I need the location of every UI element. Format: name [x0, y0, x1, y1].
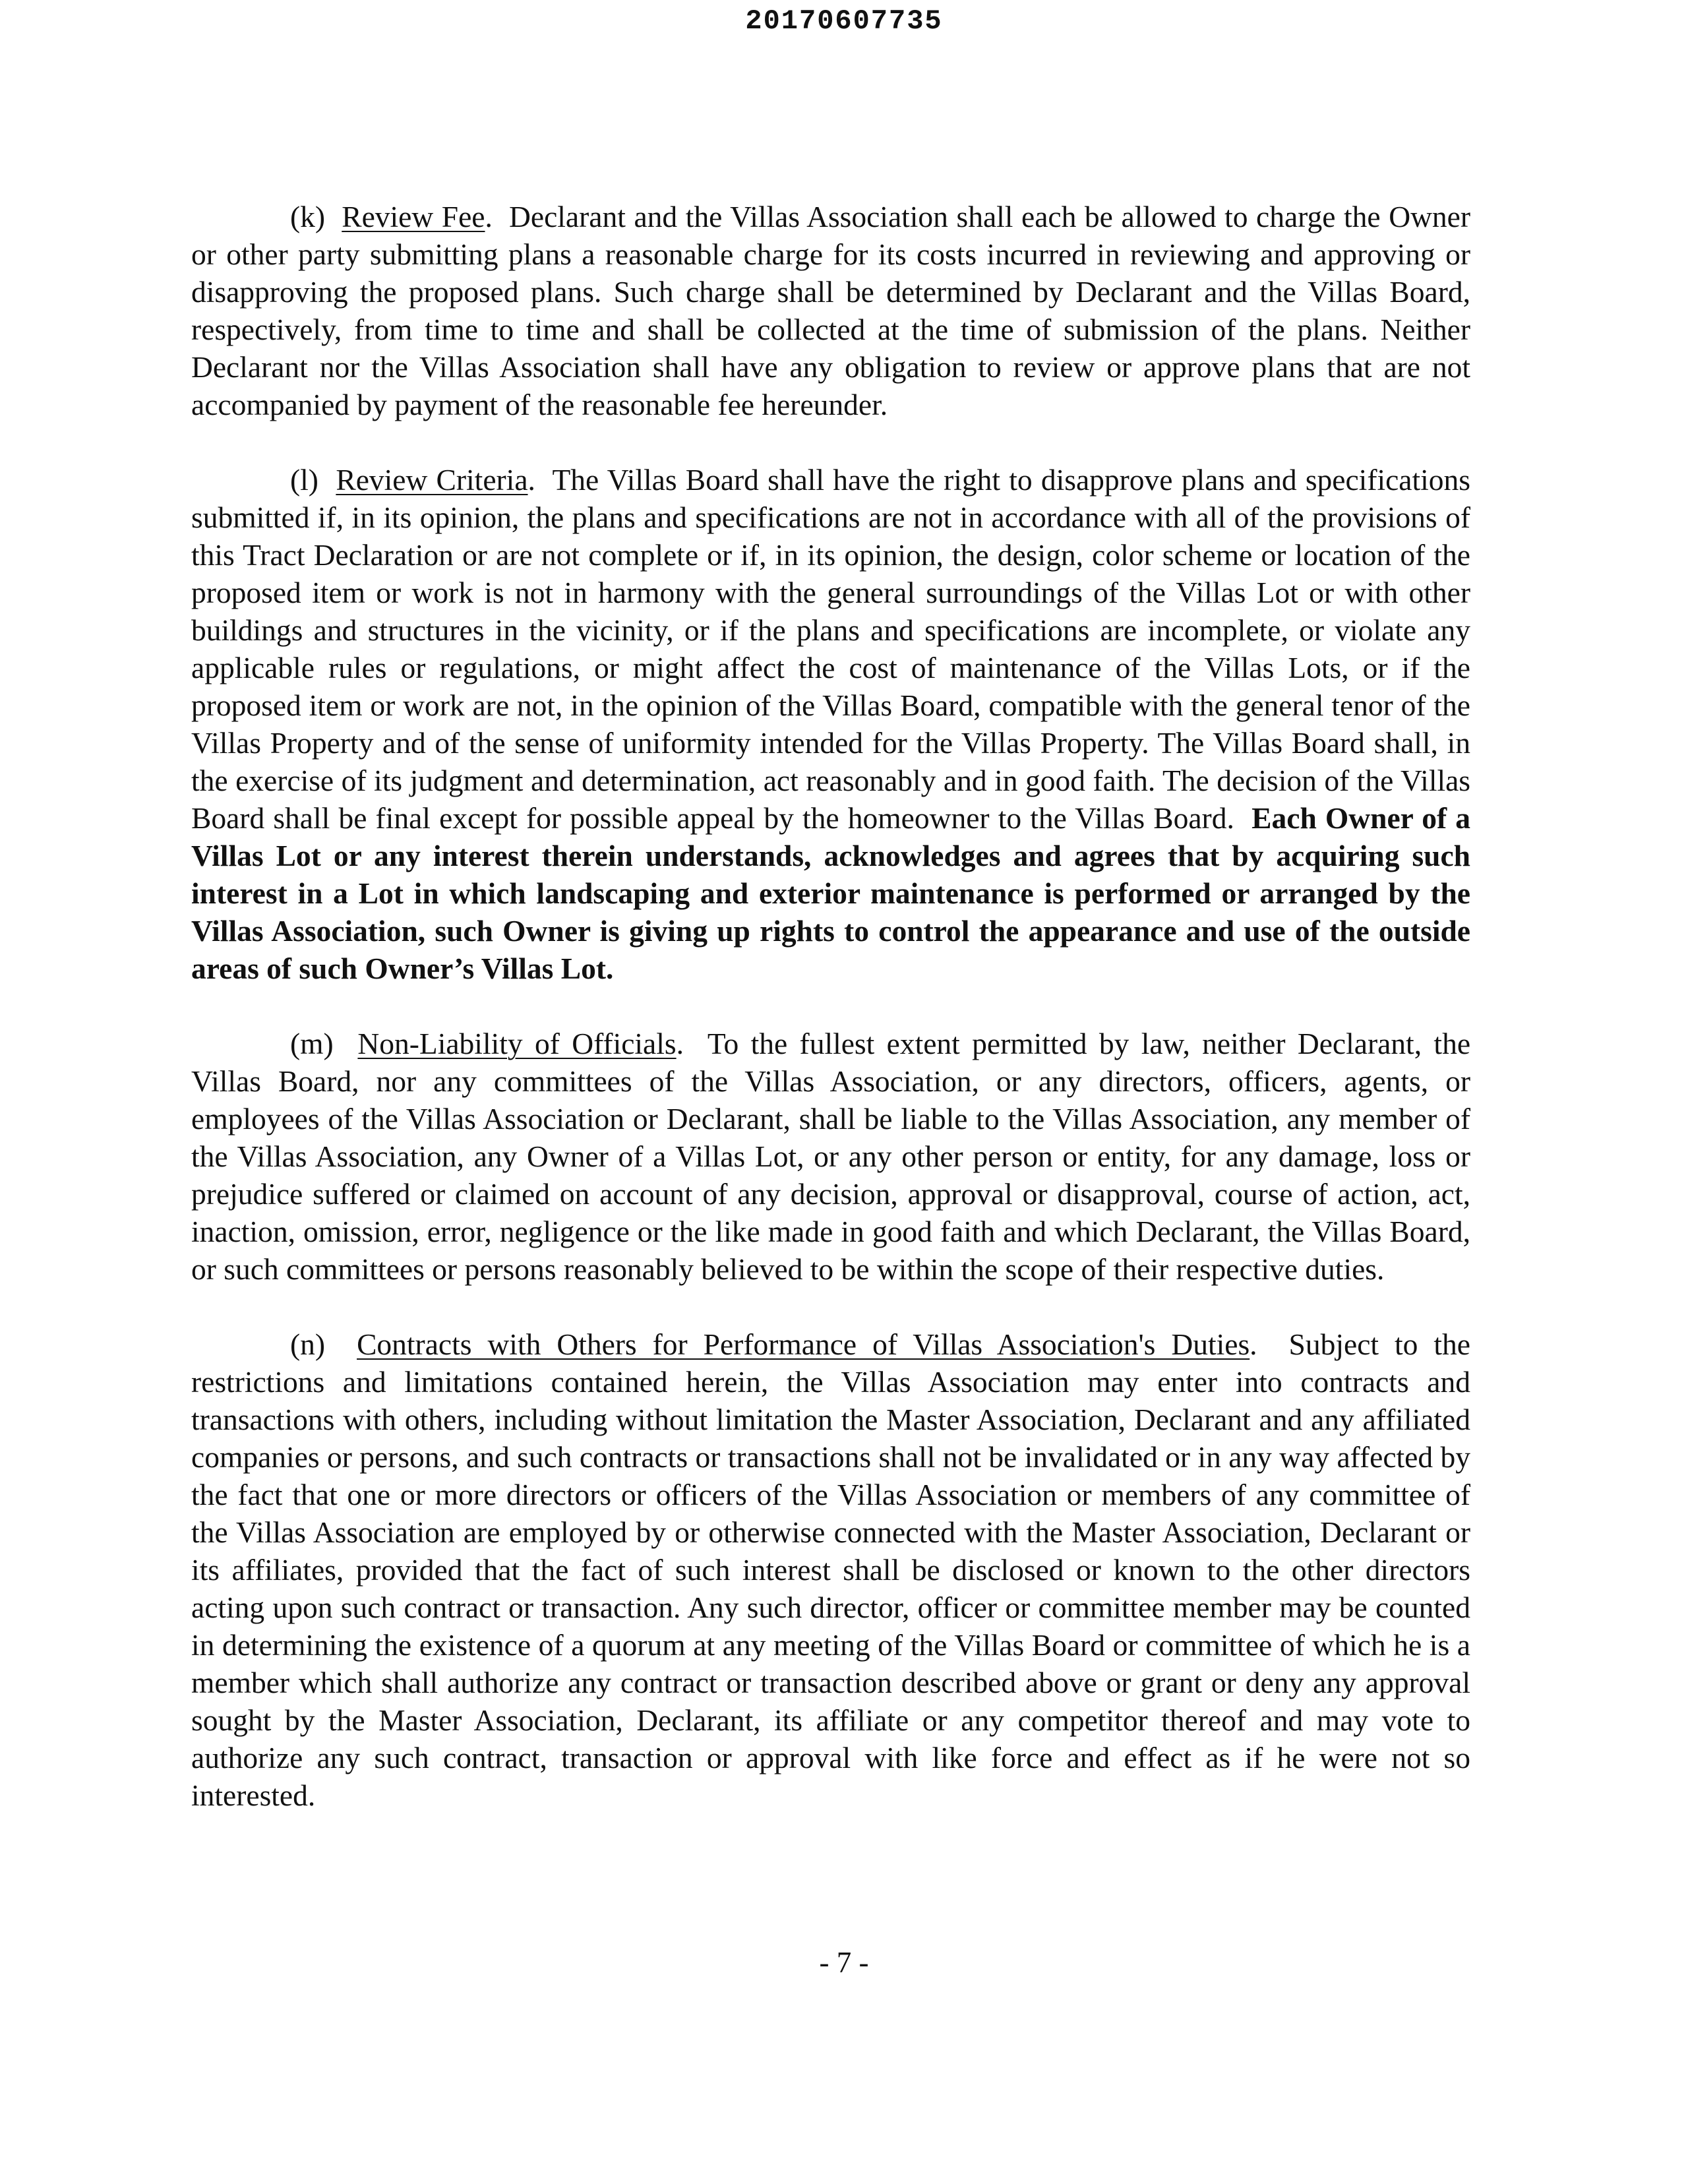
- paragraph-bold-text: Each Owner of a Villas Lot or any interest therein understands, acknowledges and agrees that by acquiring such interest in a Lot in which landscaping and exterior maintenance is performed or arranged by the Villas Association, such Owner is giving up rights to control the appearance and use of the outside areas of such Owner’s Villas Lot.: [191, 801, 1470, 985]
- paragraph-review-criteria: (l) Review Criteria. The Villas Board shall have the right to disapprove plans and specifications submitted if, in its opinion, the plans and specifications are not in accordance with all of the provisions of this Tract Declaration or are not complete or if, in its opinion, the design, color scheme or location of the proposed item or work is not in harmony with the general surroundings of the Villas Lot or with other buildings and structures in the vicinity, or if the plans and specifications are incomplete, or violate any applicable rules or regulations, or might affect the cost of maintenance of the Villas Lots, or if the proposed item or work are not, in the opinion of the Villas Board, compatible with the general tenor of the Villas Property and of the sense of uniformity intended for the Villas Property. The Villas Board shall, in the exercise of its judgment and determination, act reasonably and in good faith. The decision of the Villas Board shall be final except for possible appeal by the homeowner to the Villas Board. Each Owner of a Villas Lot or any interest therein understands, acknowledges and agrees that by acquiring such interest in a Lot in which landscaping and exterior maintenance is performed or arranged by the Villas Association, such Owner is giving up rights to control the appearance and use of the outside areas of such Owner’s Villas Lot.: [191, 463, 1470, 985]
- paragraph-text: To the fullest extent permitted by law, neither Declarant, the Villas Board, nor any committees of the Villas Association, or any directors, officers, agents, or employees of the Villas Association or Declarant, shall be liable to the Villas Association, any member of the Villas Association, any Owner of a Villas Lot, or any other person or entity, for any damage, loss or prejudice suffered or claimed on account of any decision, approval or disapproval, course of action, act, inaction, omission, error, negligence or the like made in good faith and which Declarant, the Villas Board, or such committees or persons reasonably believed to be within the scope of their respective duties.: [191, 1027, 1471, 1286]
- paragraph-marker: (k): [290, 200, 326, 233]
- paragraph-marker: (m): [290, 1027, 334, 1060]
- paragraph-text: The Villas Board shall have the right to disapprove plans and specifications submitted if, in its opinion, the plans and specifications are not in accordance with all of the provisions of this Tract Declaration or are not complete or if, in its opinion, the design, color scheme or location of the proposed item or work is not in harmony with the general surroundings of the Villas Lot or with other buildings and structures in the vicinity, or if the plans and specifications are incomplete, or violate any applicable rules or regulations, or might affect the cost of maintenance of the Villas Lots, or if the proposed item or work are not, in the opinion of the Villas Board, compatible with the general tenor of the Villas Property and of the sense of uniformity intended for the Villas Property. The Villas Board shall, in the exercise of its judgment and determination, act reasonably and in good faith. The decision of the Villas Board shall be final except for possible appeal by the homeowner to the Villas Board.: [191, 463, 1470, 835]
- document-number: 20170607735: [745, 5, 943, 37]
- page-number: - 7 -: [819, 1946, 869, 1979]
- document-body: [191, 198, 1470, 1852]
- paragraph-heading: Non-Liability of Officials: [357, 1027, 677, 1060]
- paragraph-non-liability: (m) Non-Liability of Officials. To the fullest extent permitted by law, neither Declarant, the Villas Board, nor any committees of the Villas Association, or any directors, officers, agents, or employees of the Villas Association or Declarant, shall be liable to the Villas Association, any member of the Villas Association, any Owner of a Villas Lot, or any other person or entity, for any damage, loss or prejudice suffered or claimed on account of any decision, approval or disapproval, course of action, act, inaction, omission, error, negligence or the like made in good faith and which Declarant, the Villas Board, or such committees or persons reasonably believed to be within the scope of their respective duties.: [191, 1027, 1471, 1286]
- paragraph-heading: Review Fee: [342, 200, 485, 233]
- paragraph-marker: (n): [290, 1327, 326, 1361]
- paragraph-heading: Review Criteria: [336, 463, 528, 497]
- paragraph-heading: Contracts with Others for Performance of Villas Association's Duties: [357, 1327, 1250, 1361]
- paragraph-text: Subject to the restrictions and limitations contained herein, the Villas Association may enter into contracts and transactions with others, including without limitation the Master Association, Declarant and any affiliated companies or persons, and such contracts or transactions shall not be invalidated or in any way affected by the fact that one or more directors or officers of the Villas Association or members of any committee of the Villas Association are employed by or otherwise connected with the Master Association, Declarant or its affiliates, provided that the fact of such interest shall be disclosed or known to the other directors acting upon such contract or transaction. Any such director, officer or committee member may be counted in determining the existence of a quorum at any meeting of the Villas Board or committee of which he is a member which shall authorize any contract or transaction described above or grant or deny any approval sought by the Master Association, Declarant, its affiliate or any competitor thereof and may vote to authorize any such contract, transaction or approval with like force and effect as if he were not so interested.: [191, 1327, 1470, 1812]
- paragraph-contracts: (n) Contracts with Others for Performance of Villas Association's Duties. Subject to the restrictions and limitations contained herein, the Villas Association may enter into contracts and transactions with others, including without limitation the Master Association, Declarant and any affiliated companies or persons, and such contracts or transactions shall not be invalidated or in any way affected by the fact that one or more directors or officers of the Villas Association or members of any committee of the Villas Association are employed by or otherwise connected with the Master Association, Declarant or its affiliates, provided that the fact of such interest shall be disclosed or known to the other directors acting upon such contract or transaction. Any such director, officer or committee member may be counted in determining the existence of a quorum at any meeting of the Villas Board or committee of which he is a member which shall authorize any contract or transaction described above or grant or deny any approval sought by the Master Association, Declarant, its affiliate or any competitor thereof and may vote to authorize any such contract, transaction or approval with like force and effect as if he were not so interested.: [191, 1327, 1470, 1812]
- paragraph-marker: (l): [290, 463, 318, 497]
- paragraph-text: Declarant and the Villas Association shall each be allowed to charge the Owner or other party submitting plans a reasonable charge for its costs incurred in reviewing and approving or disapproving the proposed plans. Such charge shall be determined by Declarant and the Villas Board, respectively, from time to time and shall be collected at the time of submission of the plans. Neither Declarant nor the Villas Association shall have any obligation to review or approve plans that are not accompanied by payment of the reasonable fee hereunder.: [191, 200, 1471, 421]
- paragraph-review-fee: (k) Review Fee. Declarant and the Villas Association shall each be allowed to charge the Owner or other party submitting plans a reasonable charge for its costs incurred in reviewing and approving or disapproving the proposed plans. Such charge shall be determined by Declarant and the Villas Board, respectively, from time to time and shall be collected at the time of submission of the plans. Neither Declarant nor the Villas Association shall have any obligation to review or approve plans that are not accompanied by payment of the reasonable fee hereunder.: [191, 200, 1471, 421]
